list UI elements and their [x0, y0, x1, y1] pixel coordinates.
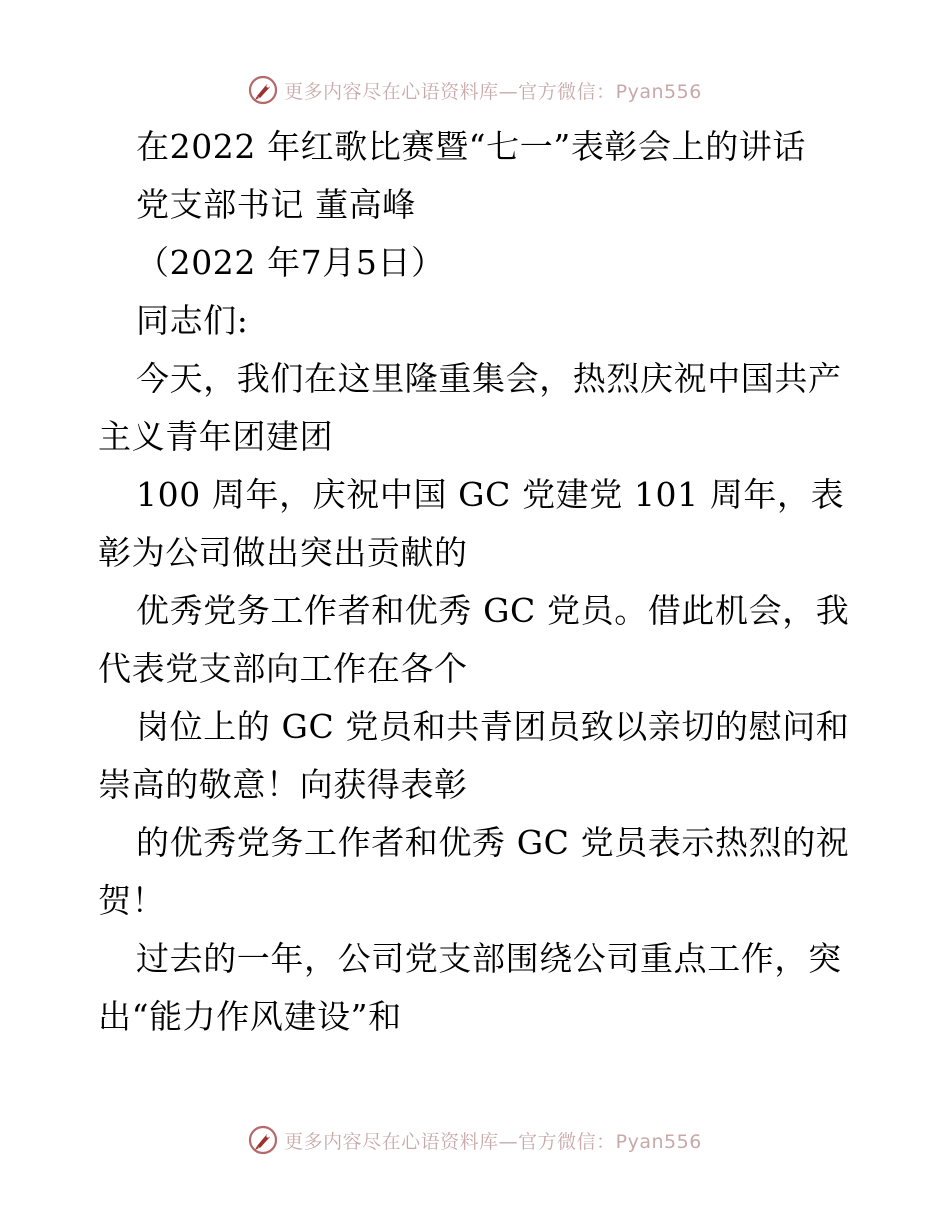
document-line: 岗位上的 GC 党员和共青团员致以亲切的慰问和: [136, 707, 850, 746]
watermark-text: 更多内容尽在心语资料库—官方微信：Pyan556: [284, 1130, 702, 1153]
document-body: [98, 118, 858, 1046]
document-line: 崇高的敬意！向获得表彰: [98, 765, 468, 804]
document-line: 的优秀党务工作者和优秀 GC 党员表示热烈的祝: [136, 823, 850, 862]
document-line: 贺！: [98, 881, 166, 920]
document-line: 主义青年团建团: [98, 417, 334, 456]
document-line: 党支部书记 董高峰: [136, 185, 416, 224]
watermark-text: 更多内容尽在心语资料库—官方微信：Pyan556: [284, 80, 702, 103]
watermark-header: [0, 70, 950, 110]
document-line: 彰为公司做出突出贡献的: [98, 533, 468, 572]
pen-nib-logo-icon: [248, 75, 278, 105]
document-line: 在2022 年红歌比赛暨“七一”表彰会上的讲话: [136, 127, 807, 166]
pen-nib-logo-icon: [248, 1125, 278, 1155]
document-line: 100 周年，庆祝中国 GC 党建党 101 周年，表: [136, 475, 845, 514]
document-line: 今天，我们在这里隆重集会，热烈庆祝中国共产: [136, 359, 842, 398]
document-line: 过去的一年，公司党支部围绕公司重点工作，突: [136, 939, 842, 978]
document-line: 优秀党务工作者和优秀 GC 党员。借此机会，我: [136, 591, 850, 630]
document-line: 代表党支部向工作在各个: [98, 649, 468, 688]
watermark-footer: [0, 1120, 950, 1160]
document-line: 出“能力作风建设”和: [98, 997, 402, 1036]
document-line: 同志们:: [136, 301, 249, 340]
document-line: （2022 年7月5日）: [136, 243, 445, 282]
